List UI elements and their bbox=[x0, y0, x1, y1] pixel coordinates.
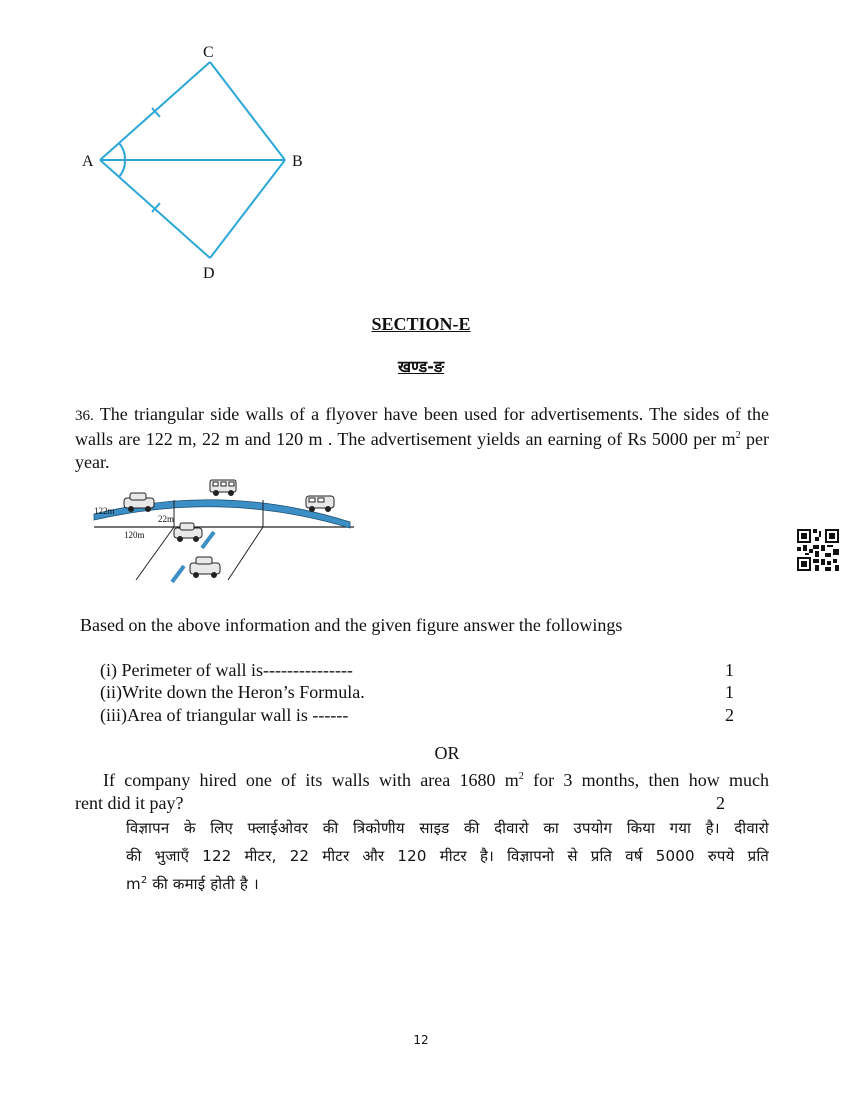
hindi-line-3-pre: m bbox=[126, 875, 141, 893]
subpart-ii-marks: 1 bbox=[725, 682, 734, 702]
road-edge-right bbox=[228, 527, 263, 580]
label-122m: 122m bbox=[94, 506, 115, 516]
vehicle-car-road-2 bbox=[190, 557, 220, 578]
vertex-label-c: C bbox=[203, 44, 214, 61]
vertex-label-b: B bbox=[292, 153, 303, 170]
label-120m: 120m bbox=[124, 530, 145, 540]
hindi-line-3 bbox=[126, 874, 769, 894]
or-label: OR bbox=[434, 743, 460, 763]
subpart-iii-marks: 2 bbox=[725, 705, 734, 725]
question-number: 36. bbox=[75, 408, 94, 424]
alt-question-marks: 2 bbox=[716, 793, 725, 813]
side-cb bbox=[210, 62, 285, 160]
vertex-label-a: A bbox=[82, 153, 94, 170]
alt-question-line-1 bbox=[75, 770, 769, 791]
lane-dash-1 bbox=[202, 532, 214, 548]
angle-arc-dab bbox=[119, 160, 125, 177]
subpart-ii: (ii)Write down the Heron’s Formula. bbox=[100, 682, 365, 702]
page-number: 12 bbox=[413, 1033, 429, 1047]
label-22m: 22m bbox=[158, 514, 175, 524]
alt-line1-post: for 3 months, then how much bbox=[523, 770, 769, 790]
alt-line1-pre: If company hired one of its walls with area 1680 m bbox=[103, 770, 519, 790]
lane-dash-2 bbox=[172, 566, 184, 582]
question-36-text bbox=[75, 403, 769, 474]
section-heading-hindi: खण्ड-ङ bbox=[397, 357, 445, 376]
angle-arc-cab bbox=[119, 143, 125, 160]
kite-figure-acbd bbox=[70, 38, 320, 288]
vertex-label-d: D bbox=[203, 265, 215, 282]
question-36-tail: per year. bbox=[75, 429, 769, 472]
qr-code bbox=[797, 529, 839, 571]
section-heading: SECTION-E bbox=[371, 314, 471, 334]
vehicle-car-road-1 bbox=[174, 523, 202, 542]
vehicle-bus-top bbox=[210, 480, 236, 496]
hindi-line-3-post: की कमाई होती है । bbox=[147, 875, 259, 893]
subpart-iii: (iii)Area of triangular wall is ------ bbox=[100, 705, 349, 725]
alt-line1-sup: 2 bbox=[518, 771, 524, 782]
vehicle-van-right bbox=[306, 496, 334, 512]
side-db bbox=[210, 160, 285, 258]
hindi-line-3-sup: 2 bbox=[140, 875, 148, 886]
instruction-text: Based on the above information and the given figure answer the followings bbox=[80, 615, 623, 635]
question-36-main: The triangular side walls of a flyover have been used for advertisements. The sides of the walls are 122 m, 22 m and 120 m . The advertisement yields an earning of Rs 5000 per m bbox=[75, 404, 769, 449]
subpart-i: (i) Perimeter of wall is--------------- bbox=[100, 660, 353, 680]
question-36-sup: 2 bbox=[735, 430, 741, 441]
hindi-line-1: विज्ञापन के लिए फ्लाईओवर की त्रिकोणीय साइड की दीवारो का उपयोग किया गया है। दीवारो bbox=[126, 819, 769, 837]
hindi-line-2: की भुजाएँ 122 मीटर, 22 मीटर और 120 मीटर है। विज्ञापनो से प्रति वर्ष 5000 रुपये प्रति bbox=[126, 847, 769, 865]
alt-question-line-2: rent did it pay? bbox=[75, 793, 184, 813]
subpart-i-marks: 1 bbox=[725, 660, 734, 680]
flyover-illustration bbox=[88, 476, 360, 588]
